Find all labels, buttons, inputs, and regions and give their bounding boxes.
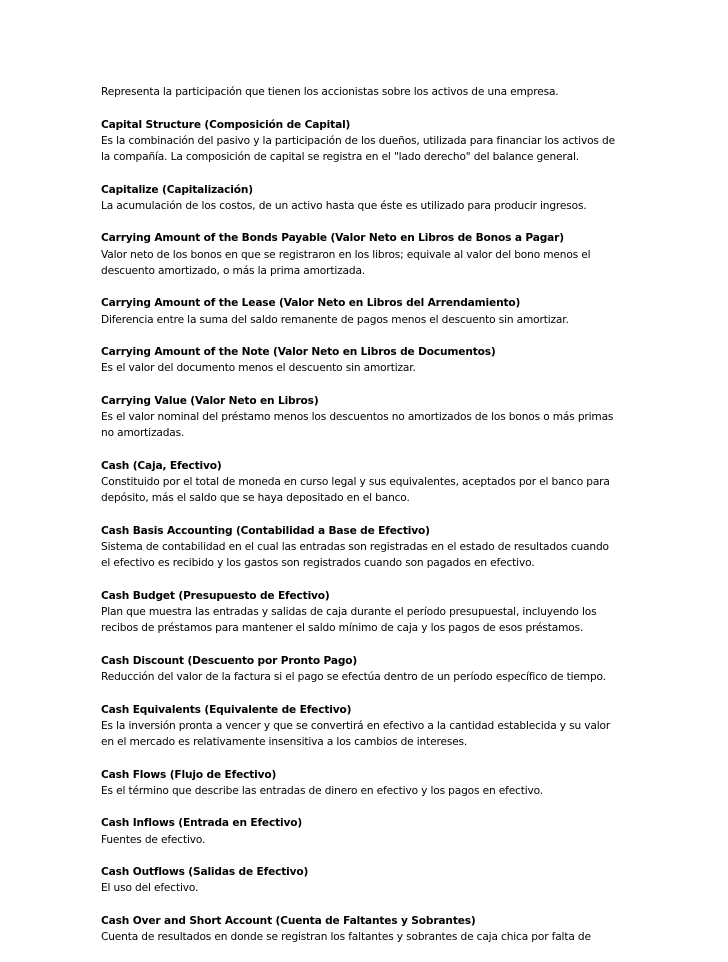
definition-line: Valor neto de los bonos en que se registraron en los libros; equivale al valor del bono menos el	[101, 248, 591, 261]
definition-line: Es el valor del documento menos el descuento sin amortizar.	[101, 362, 416, 375]
definition-line: Es la combinación del pasivo y la participación de los dueños, utilizada para financiar los activos de	[101, 134, 615, 147]
glossary-entry-carrying-amount-lease	[101, 295, 641, 328]
definition-line: Cuenta de resultados en donde se registran los faltantes y sobrantes de caja chica por falta de	[101, 931, 591, 943]
term-heading: Cash Discount (Descuento por Pronto Pago)	[101, 654, 358, 667]
definition-line: el efectivo es recibido y los gastos son registrados cuando son pagados en efectivo.	[101, 557, 535, 570]
definition-line: Reducción del valor de la factura si el pago se efectúa dentro de un período específico de tiempo.	[101, 671, 606, 683]
glossary-entry-carrying-amount-bonds	[101, 230, 641, 279]
definition-line: Constituido por el total de moneda en curso legal y sus equivalentes, aceptados por el banco para	[101, 476, 610, 488]
term-heading: Cash Basis Accounting (Contabilidad a Base de Efectivo)	[101, 524, 430, 537]
definition-line: recibos de préstamos para mantener el saldo mínimo de caja y los pagos de esos préstamos.	[101, 622, 584, 635]
glossary-entry-cash-equivalents	[101, 702, 641, 751]
term-heading: Carrying Value (Valor Neto en Libros)	[101, 394, 319, 407]
glossary-entry-cash-budget	[101, 588, 641, 637]
term-heading: Capitalize (Capitalización)	[101, 183, 253, 196]
term-heading: Cash Budget (Presupuesto de Efectivo)	[101, 589, 330, 602]
glossary-entry-carrying-value	[101, 393, 641, 442]
glossary-entry-cash	[101, 458, 641, 507]
glossary-entry-capital-structure	[101, 117, 641, 166]
glossary-page	[101, 84, 641, 962]
term-heading: Cash Outflows (Salidas de Efectivo)	[101, 866, 309, 878]
definition-line: La acumulación de los costos, de un activo hasta que éste es utilizado para producir ingresos.	[101, 199, 587, 212]
definition-line: Fuentes de efectivo.	[101, 833, 206, 846]
definition-line: El uso del efectivo.	[101, 882, 199, 895]
term-heading: Cash Over and Short Account (Cuenta de Faltantes y Sobrantes)	[101, 914, 476, 927]
definition-line: descuento amortizado, o más la prima amortizada.	[101, 264, 366, 277]
term-heading: Capital Structure (Composición de Capital)	[101, 118, 351, 131]
term-heading: Cash Equivalents (Equivalente de Efectivo)	[101, 703, 352, 716]
definition-line: Sistema de contabilidad en el cual las entradas son registradas en el estado de resultados cuando	[101, 541, 609, 553]
term-heading: Carrying Amount of the Note (Valor Neto en Libros de Documentos)	[101, 346, 496, 358]
glossary-entry-capitalize	[101, 182, 641, 215]
term-heading: Carrying Amount of the Bonds Payable (Valor Neto en Libros de Bonos a Pagar)	[101, 232, 564, 245]
definition-line: depósito, más el saldo que se haya depositado en el banco.	[101, 492, 410, 505]
term-heading: Carrying Amount of the Lease (Valor Neto en Libros del Arrendamiento)	[101, 297, 521, 310]
intro-paragraph	[101, 84, 641, 100]
definition-line: no amortizadas.	[101, 427, 185, 440]
glossary-entry-cash-over-short	[101, 913, 641, 946]
definition-line: en el mercado es relativamente insensitiva a los cambios de intereses.	[101, 736, 468, 748]
glossary-entry-cash-basis-accounting	[101, 523, 641, 572]
definition-line: Diferencia entre la suma del saldo remanente de pagos menos el descuento sin amortizar.	[101, 313, 569, 326]
definition-line: Es el término que describe las entradas de dinero en efectivo y los pagos en efectivo.	[101, 784, 544, 797]
glossary-entry-carrying-amount-note	[101, 344, 641, 377]
glossary-entry-cash-discount	[101, 653, 641, 686]
glossary-entry-cash-inflows	[101, 815, 641, 848]
definition-line: Es la inversión pronta a vencer y que se convertirá en efectivo a la cantidad establecida y su valor	[101, 719, 611, 732]
term-heading: Cash Inflows (Entrada en Efectivo)	[101, 817, 303, 830]
term-heading: Cash (Caja, Efectivo)	[101, 459, 222, 472]
term-heading: Cash Flows (Flujo de Efectivo)	[101, 768, 277, 781]
definition-line: Representa la participación que tienen los accionistas sobre los activos de una empresa.	[101, 86, 559, 98]
definition-line: la compañía. La composición de capital se registra en el "lado derecho" del balance general.	[101, 151, 579, 163]
glossary-entry-cash-outflows	[101, 864, 641, 897]
glossary-entry-cash-flows	[101, 767, 641, 800]
definition-line: Plan que muestra las entradas y salidas de caja durante el período presupuestal, incluyendo los	[101, 606, 597, 618]
definition-line: Es el valor nominal del préstamo menos los descuentos no amortizados de los bonos o más primas	[101, 411, 614, 423]
